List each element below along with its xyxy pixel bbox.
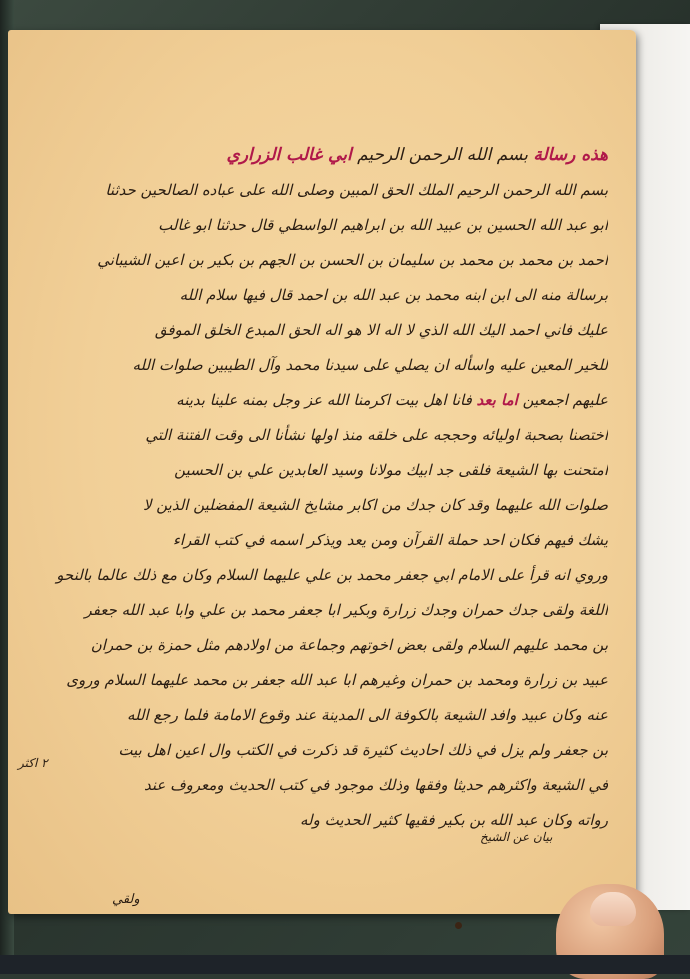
bottom-catchword: ولقي xyxy=(112,892,140,907)
manuscript-line-6: للخير المعين عليه واسأله ان يصلي على سيدنا محمد وآل الطيبين صلوات الله xyxy=(132,356,608,374)
manuscript-title-line xyxy=(48,138,608,173)
manuscript-line-5: عليك فاني احمد اليك الله الذي لا اله الا هو اله الحق المبدع الخلق الموفق xyxy=(154,321,608,339)
line-7-amma-bad: اما بعد xyxy=(476,391,518,409)
line-7-start: عليهم اجمعين xyxy=(522,391,608,409)
ink-dot xyxy=(455,922,462,929)
title-red-heading: هذه رسالة xyxy=(533,145,608,165)
manuscript-line-4: برسالة منه الى ابن ابنه محمد بن عبد الله بن احمد قال فيها سلام الله xyxy=(179,286,608,304)
manuscript-line-2: ابو عبد الله الحسين بن عبيد الله بن ابراهيم الواسطي قال حدثنا ابو غالب xyxy=(158,216,608,234)
bottom-dark-strip xyxy=(0,955,690,974)
manuscript-line-11: يشك فيهم فكان احد حملة القرآن ومن يعد ويذكر اسمه في كتب القراء xyxy=(172,531,608,549)
title-author-name: ابي غالب الزراري xyxy=(226,145,352,165)
title-basmala: بسم الله الرحمن الرحيم xyxy=(357,145,528,165)
manuscript-line-18: في الشيعة واكثرهم حديثا وفقها وذلك موجود في كتب الحديث ومعروف عند xyxy=(143,776,608,794)
manuscript-line-19: رواته وكان عبد الله بن بكير فقيها كثير الحديث وله xyxy=(300,811,608,829)
manuscript-line-15: عبيد بن زرارة ومحمد بن حمران وغيرهم ابا عبد الله جعفر بن محمد عليهما السلام وروى xyxy=(66,671,608,689)
manuscript-line-10: صلوات الله عليهما وقد كان جدك من اكابر مشايخ الشيعة المفضلين الذين لا xyxy=(142,496,608,514)
line-7-end: فانا اهل بيت اكرمنا الله عز وجل بمنه علينا بدينه xyxy=(176,391,472,409)
manuscript-line-3: احمد بن محمد بن محمد بن سليمان بن الحسن بن الجهم بن بكير بن اعين الشيباني xyxy=(97,251,608,269)
thumb-nail xyxy=(590,892,636,926)
manuscript-line-13: اللغة ولقى جدك حمران وجدك زرارة وبكير ابا جعفر محمد بن علي وابا عبد الله جعفر xyxy=(84,601,608,619)
margin-note-left: ٢ اكثر xyxy=(18,756,48,770)
manuscript-page xyxy=(8,30,636,914)
manuscript-line-16: عنه وكان عبيد وافد الشيعة بالكوفة الى المدينة عند وقوع الامامة فلما رجع الله xyxy=(126,706,608,724)
manuscript-text-block xyxy=(48,138,608,838)
manuscript-line-12: وروي انه قرأ على الامام ابي جعفر محمد بن علي عليهما السلام وكان مع ذلك عالما بالنحو xyxy=(56,566,608,584)
manuscript-line-8: اختصنا بصحبة اوليائه وحججه على خلقه منذ اولها نشأنا الى وقت الفتنة التي xyxy=(145,426,608,444)
catchword-note: بيان عن الشيخ xyxy=(480,830,553,844)
manuscript-line-9: امتحنت بها الشيعة فلقى جد ابيك مولانا وسيد العابدين علي بن الحسين xyxy=(174,461,608,479)
manuscript-line-7 xyxy=(48,383,608,418)
manuscript-line-14: بن محمد عليهم السلام ولقى بعض اخوتهم وجماعة من اولادهم مثل حمزة بن حمران xyxy=(90,636,608,654)
manuscript-line-1: بسم الله الرحمن الرحيم الملك الحق المبين وصلى الله على عباده الصالحين حدثنا xyxy=(105,181,608,199)
manuscript-line-17: بن جعفر ولم يزل في ذلك احاديث كثيرة قد ذكرت في الكتب وال اعين اهل بيت xyxy=(118,741,608,759)
